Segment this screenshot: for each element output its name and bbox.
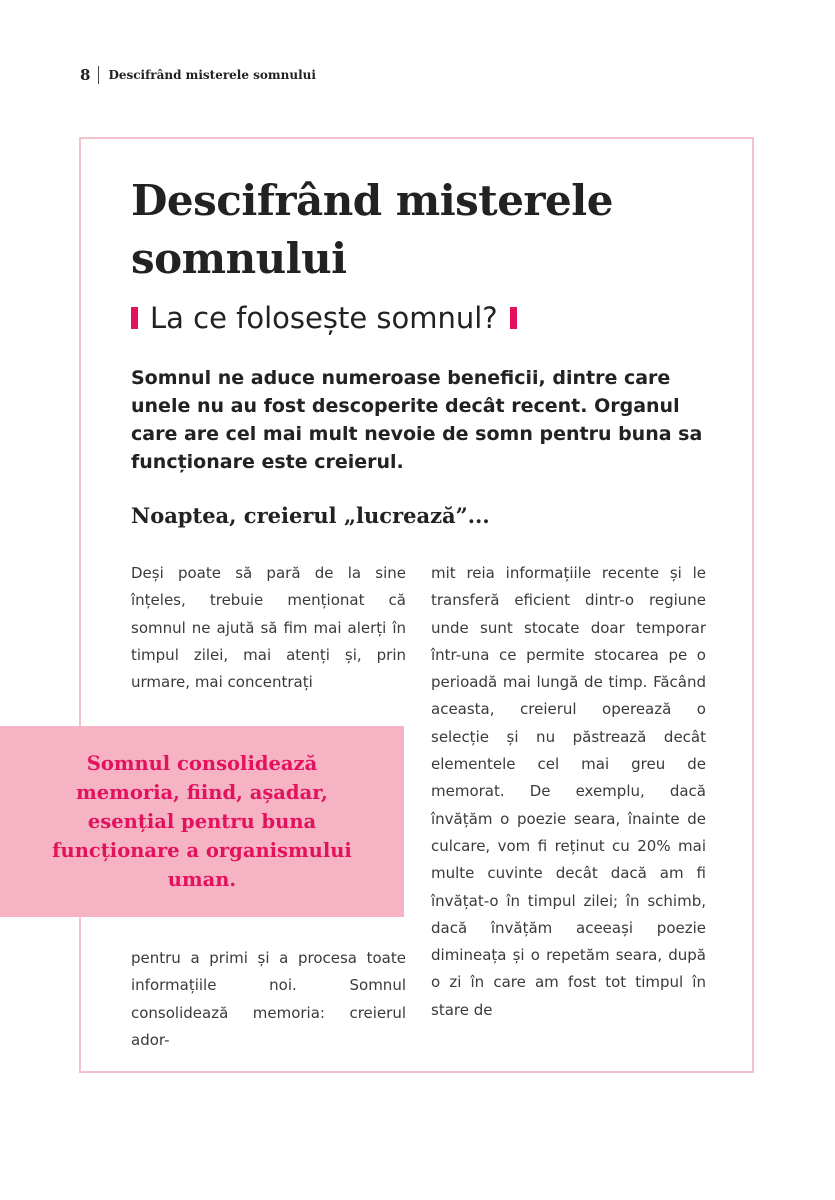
pull-quote-text: Somnul consolidează memoria, fiind, așadar, esențial pentru buna funcționare a organismului uman. bbox=[52, 752, 352, 891]
body-column-left-top: Deși poate să pară de la sine înțeles, trebuie menționat că somnul ne ajută să fim mai alerți în timpul zilei, mai atenți și, prin urmare, mai concentrați bbox=[131, 564, 406, 692]
article-title: Descifrând misterele somnului bbox=[131, 176, 613, 283]
body-column-left-bottom: pentru a primi și a procesa toate informațiile noi. Somnul consolidează memoria: creierul ador- bbox=[131, 949, 406, 1049]
running-title: Descifrând misterele somnului bbox=[108, 68, 316, 82]
subtitle-right-marker bbox=[510, 307, 517, 329]
page-number: 8 bbox=[80, 66, 91, 84]
lead-paragraph: Somnul ne aduce numeroase beneficii, dintre care unele nu au fost descoperite decât recent. Organul care are cel mai mult nevoie de somn pentru buna sa funcționare este creierul. bbox=[131, 367, 703, 473]
subtitle-left-marker bbox=[131, 307, 138, 329]
article-subtitle bbox=[131, 296, 517, 340]
pull-quote-box bbox=[0, 726, 404, 917]
running-head bbox=[80, 64, 316, 86]
subtitle-text: La ce folosește somnul? bbox=[150, 301, 498, 335]
body-column-right: mit reia informațiile recente și le transferă eficient dintr-o regiune unde sunt stocate doar temporar într-una ce permite stocarea pe o perioadă mai lungă de timp. Făcând aceasta, creierul operează o selecție și nu păstrează decât elementele cel mai greu de memorat. De exemplu, dacă învățăm o poezie seara, înainte de culcare, vom fi reținut cu 20% mai multe cuvinte decât dacă am fi învățat-o în timpul zilei; în schimb, dacă învățăm aceeași poezie dimineața și o repetăm seara, după o zi în care am fost tot timpul în stare de bbox=[431, 564, 706, 1019]
section-heading: Noaptea, creierul „lucrează”... bbox=[131, 503, 490, 528]
running-head-divider bbox=[98, 66, 99, 84]
